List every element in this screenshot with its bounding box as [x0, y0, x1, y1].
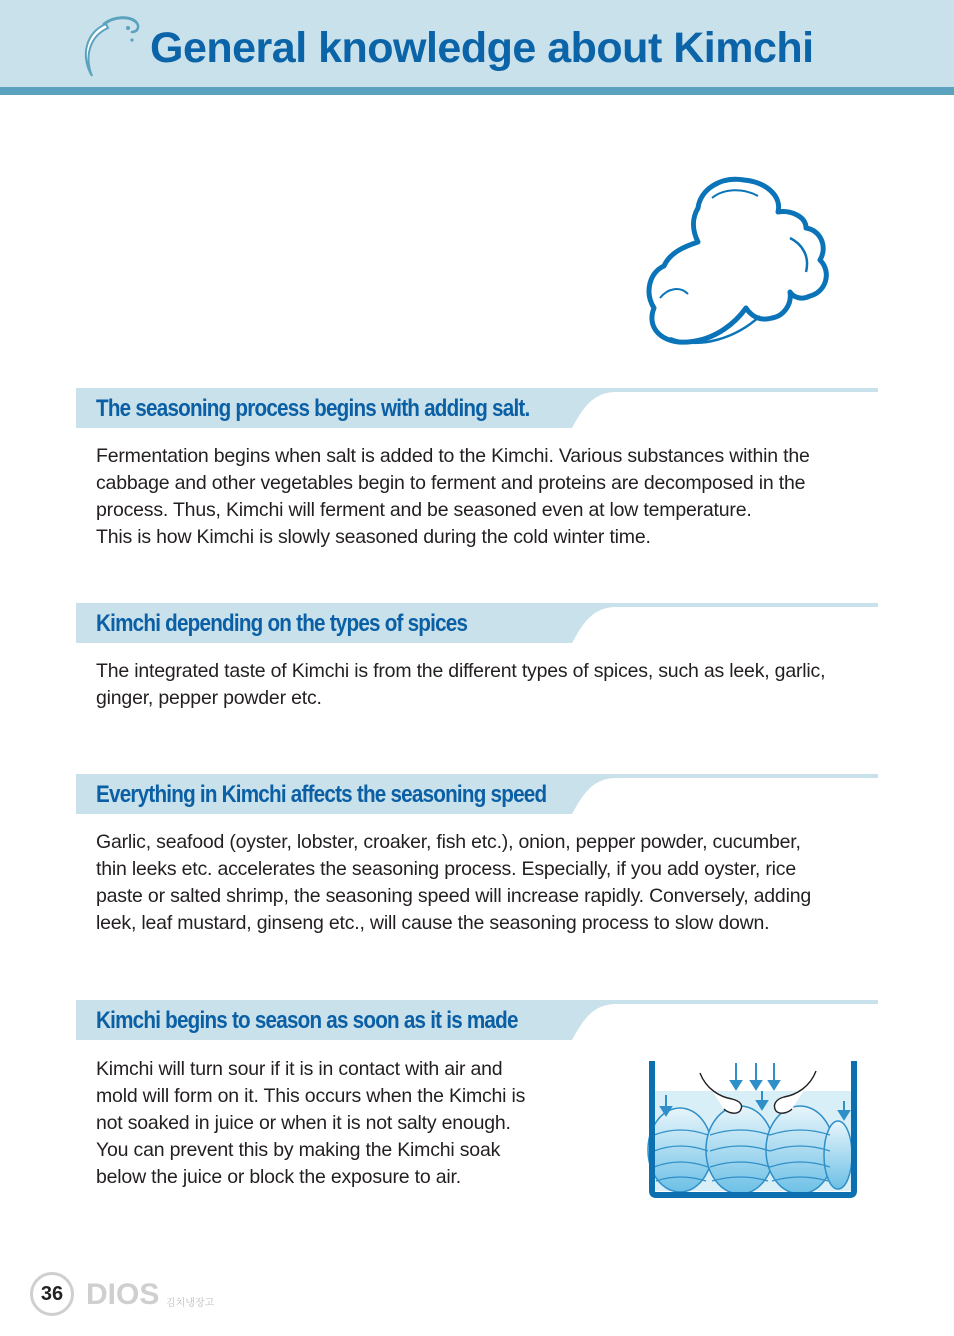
- kimchi-pot-pressing-icon: [640, 1055, 866, 1201]
- text-line: Fermentation begins when salt is added to the Kimchi. Various substances within the: [96, 445, 810, 467]
- section-header-made: [76, 1000, 878, 1040]
- section-header-spices: [76, 603, 878, 643]
- text-line: leek, leaf mustard, ginseng etc., will cause the seasoning process to slow down.: [96, 912, 770, 934]
- section-heading: Everything in Kimchi affects the seasoning speed: [96, 781, 547, 808]
- section-body: [96, 829, 811, 937]
- text-line: ginger, pepper powder etc.: [96, 687, 322, 709]
- section-heading: Kimchi depending on the types of spices: [96, 610, 468, 637]
- page-title: General knowledge about Kimchi: [150, 24, 814, 72]
- section-body: [96, 443, 810, 551]
- text-line: Garlic, seafood (oyster, lobster, croaker, fish etc.), onion, pepper powder, cucumber,: [96, 831, 801, 853]
- text-line: The integrated taste of Kimchi is from the different types of spices, such as leek, garlic,: [96, 660, 826, 682]
- text-line: thin leeks etc. accelerates the seasoning process. Especially, if you add oyster, rice: [96, 858, 796, 880]
- text-line: mold will form on it. This occurs when the Kimchi is: [96, 1085, 526, 1107]
- brand-subtitle: 김치냉장고: [166, 1298, 215, 1309]
- text-line: You can prevent this by making the Kimchi soak: [96, 1139, 501, 1161]
- section-body: [96, 1056, 525, 1191]
- text-line: process. Thus, Kimchi will ferment and be seasoned even at low temperature.: [96, 499, 752, 521]
- text-line: below the juice or block the exposure to air.: [96, 1166, 461, 1188]
- footer: [30, 1270, 250, 1320]
- text-line: paste or salted shrimp, the seasoning speed will increase rapidly. Conversely, adding: [96, 885, 812, 907]
- text-line: Kimchi will turn sour if it is in contact with air and: [96, 1058, 503, 1080]
- section-header-salt: [76, 388, 878, 428]
- section-body: [96, 658, 825, 712]
- section-heading: The seasoning process begins with adding salt.: [96, 395, 530, 422]
- text-line: not soaked in juice or when it is not salty enough.: [96, 1112, 511, 1134]
- section-header-speed: [76, 774, 878, 814]
- page-number: 36: [30, 1272, 74, 1316]
- swirl-logo-icon: [76, 12, 148, 80]
- text-line: cabbage and other vegetables begin to ferment and proteins are decomposed in the: [96, 472, 806, 494]
- text-line: This is how Kimchi is slowly seasoned during the cold winter time.: [96, 526, 651, 548]
- brand-logo: DIOS: [86, 1278, 160, 1311]
- header-rule: [0, 87, 954, 95]
- section-heading: Kimchi begins to season as soon as it is made: [96, 1007, 518, 1034]
- ginger-outline-icon: [640, 168, 836, 354]
